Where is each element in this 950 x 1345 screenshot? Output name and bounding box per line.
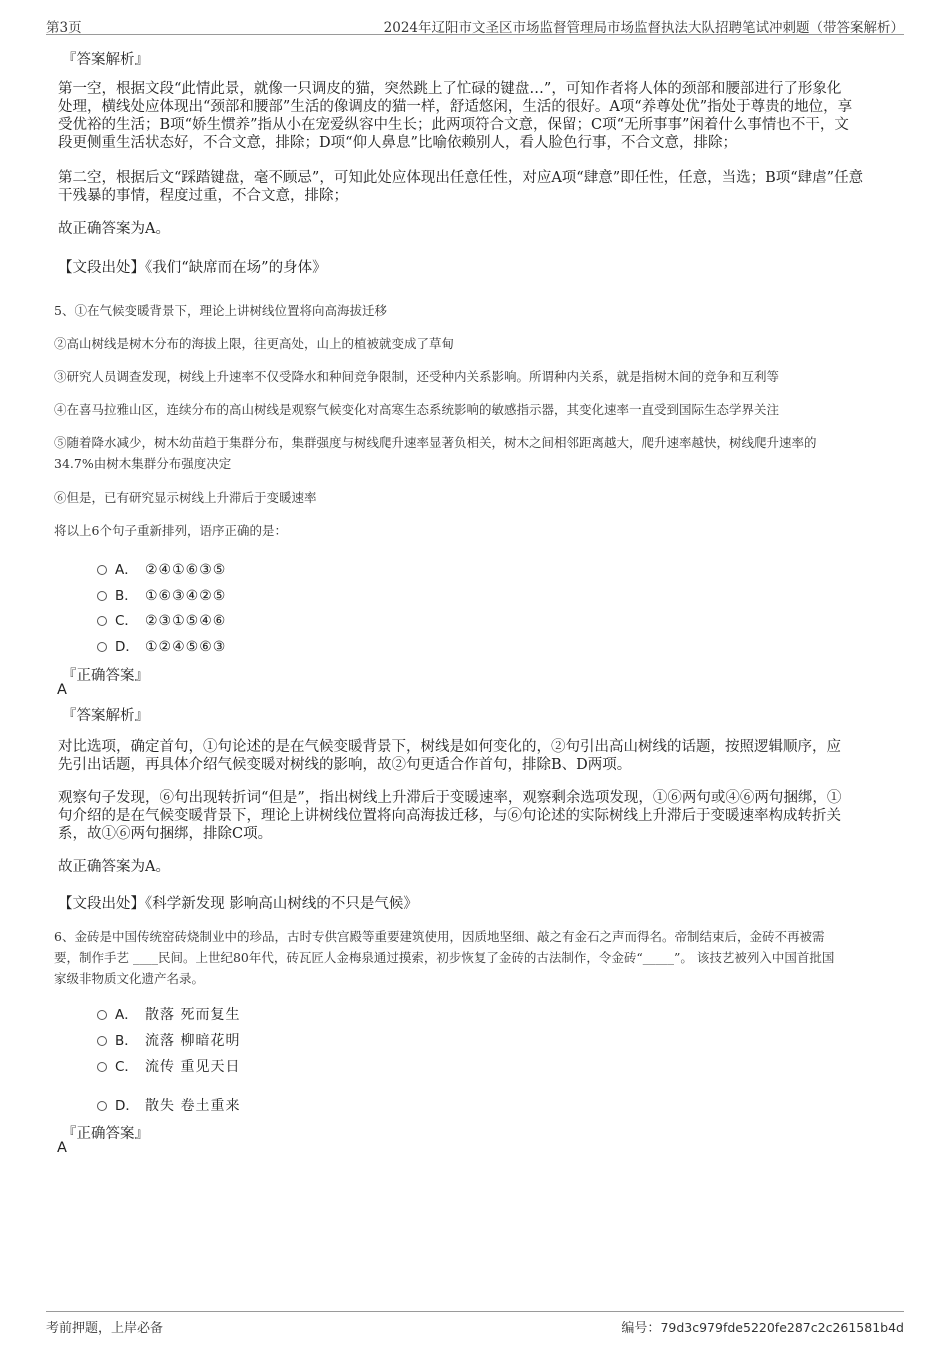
option-letter: B． [115,1033,138,1049]
q5-analysis-paragraph-2 [58,789,841,843]
q5-sentence-5 [54,432,817,474]
q5-option-d[interactable] [97,635,226,655]
text-line: 干残暴的事情，程度过重，不合文意，排除； [58,188,348,204]
q5-analysis-paragraph-1 [58,738,841,774]
q6-option-a[interactable] [97,1003,240,1023]
text-line: 34.7%由树木集群分布强度决定 [54,456,232,471]
text-line: 第二空，根据后文“踩踏键盘，毫不顾忌”，可知此处应体现出任意任性，对应A项“肆意”即任性，任意，当选；B项“肆虐”任意 [58,170,864,186]
q6-stem [54,926,834,989]
radio-icon[interactable] [97,1101,107,1111]
option-text: ①⑥③④②⑤ [145,588,227,604]
id-code: 79d3c979fde5220fe287c2c261581b4d [660,1320,904,1335]
radio-icon[interactable] [97,1036,107,1046]
option-text: ①②④⑤⑥③ [145,639,227,655]
text-line: 要，制作手艺 ____民间。上世纪80年代，砖瓦匠人金梅泉通过摸索，初步恢复了金砖的古法制作，令金砖“_____”。 该技艺被列入中国首批国 [54,950,835,965]
text-line: 第一空，根据文段“此情此景，就像一只调皮的猫，突然跳上了忙碌的键盘…”，可知作者将人体的颈部和腰部进行了形象化 [58,81,842,97]
radio-icon[interactable] [97,1010,107,1020]
document-title: 2024年辽阳市文圣区市场监督管理局市场监督执法大队招聘笔试冲刺题（带答案解析） [383,20,904,36]
option-text: ②③①⑤④⑥ [145,613,227,629]
text-line: 处理，横线处应体现出“颈部和腰部”生活的像调皮的猫一样，舒适悠闲，生活的很好。A项“养尊处优”指处于尊贵的地位，享 [58,99,853,115]
text-line: 先引出话题，再具体介绍气候变暖对树线的影响，故②句更适合作首句，排除B、D两项。 [58,757,632,773]
radio-icon[interactable] [97,565,107,575]
q6-option-d[interactable] [97,1094,240,1114]
option-letter: A． [115,562,138,578]
option-text: ②④①⑥③⑤ [145,562,227,578]
option-letter: D． [115,639,139,655]
q6-answer: A [57,1140,67,1156]
page-number: 第3页 [46,20,82,36]
option-text: 流落 柳暗花明 [145,1033,241,1049]
q5-sentence-3: ③研究人员调查发现，树线上升速率不仅受降水和种间竞争限制，还受种内关系影响。所谓种内关系，就是指树木间的竞争和互利等 [54,369,780,384]
q4-analysis-paragraph-2 [58,169,863,205]
text-line: 6、金砖是中国传统窑砖烧制业中的珍品，古时专供宫殿等重要建筑使用，因质地坚细、敲之有金石之声而得名。帝制结束后，金砖不再被需 [54,929,825,944]
q5-sentence-1: 5、①在气候变暖背景下，理论上讲树线位置将向高海拔迁移 [54,303,387,318]
q5-answer-label: 『正确答案』 [62,668,149,684]
q6-option-c[interactable] [97,1055,240,1075]
option-text: 散失 卷土重来 [145,1098,241,1114]
q5-source: 【文段出处】《科学新发现 影响高山树线的不只是气候》 [58,896,418,912]
q5-sentence-2: ②高山树线是树木分布的海拔上限，往更高处，山上的植被就变成了草甸 [54,336,455,351]
option-letter: B． [115,588,138,604]
text-line: 观察句子发现，⑥句出现转折词“但是”，指出树线上升滞后于变暖速率，观察剩余选项发现，①⑥两句或④⑥两句捆绑，① [58,790,842,806]
q4-conclusion: 故正确答案为A。 [58,221,170,237]
option-letter: A． [115,1007,138,1023]
q5-option-c[interactable] [97,609,226,629]
q6-option-b[interactable] [97,1029,240,1049]
text-line: ⑤随着降水减少，树木幼苗趋于集群分布，集群强度与树线爬升速率显著负相关，树木之间相邻距离越大，爬升速率越快，树线爬升速率的 [54,435,817,450]
radio-icon[interactable] [97,591,107,601]
q5-conclusion: 故正确答案为A。 [58,859,170,875]
page-header [46,14,904,35]
page-footer [46,1311,904,1336]
id-label: 编号： [621,1321,661,1336]
text-line: 句介绍的是在气候变暖背景下，理论上讲树线位置将向高海拔迁移，与⑥句论述的实际树线上升滞后于变暖速率构成转折关 [58,808,841,824]
radio-icon[interactable] [97,1062,107,1072]
q5-instruction: 将以上6个句子重新排列，语序正确的是： [54,523,287,538]
footer-slogan: 考前押题，上岸必备 [46,1321,164,1336]
text-line: 对比选项，确定首句，①句论述的是在气候变暖背景下，树线是如何变化的，②句引出高山树线的话题，按照逻辑顺序，应 [58,739,841,755]
q5-sentence-6: ⑥但是，已有研究显示树线上升滞后于变暖速率 [54,490,317,505]
text-line: 段更侧重生活状态好，不合文意，排除；D项“仰人鼻息”比喻依赖别人，看人脸色行事，不合文意，排除； [58,135,737,151]
q4-source: 【文段出处】《我们“缺席而在场”的身体》 [58,260,327,276]
q4-analysis-paragraph-1 [58,80,852,152]
q5-sentence-4: ④在喜马拉雅山区，连续分布的高山树线是观察气候变化对高寒生态系统影响的敏感指示器，其变化速率一直受到国际生态学界关注 [54,402,780,417]
radio-icon[interactable] [97,616,107,626]
text-line: 受优裕的生活；B项“娇生惯养”指从小在宠爱纵容中生长；此两项符合文意，保留；C项“无所事事”闲着什么事情也不干，文 [58,117,849,133]
text-line: 家级非物质文化遗产名录。 [54,971,205,986]
option-letter: C． [115,1059,138,1075]
option-text: 散落 死而复生 [145,1007,241,1023]
document-id [621,1317,904,1336]
text-line: 系，故①⑥两句捆绑，排除C项。 [58,826,273,842]
q5-analysis-label: 『答案解析』 [62,708,149,724]
option-text: 流传 重见天日 [145,1059,241,1075]
q5-option-a[interactable] [97,558,226,578]
radio-icon[interactable] [97,642,107,652]
option-letter: C． [115,613,138,629]
option-letter: D． [115,1098,139,1114]
q5-option-b[interactable] [97,584,226,604]
q5-answer: A [57,682,67,698]
q6-answer-label: 『正确答案』 [62,1126,149,1142]
analysis-label: 『答案解析』 [62,52,149,68]
